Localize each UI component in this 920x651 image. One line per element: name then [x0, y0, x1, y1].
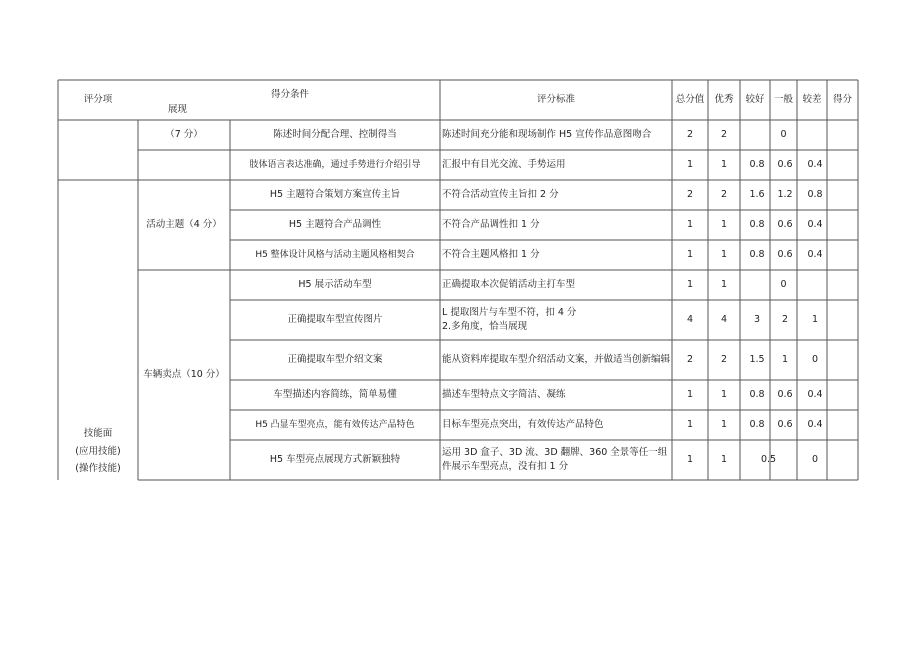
cell-excellent: 1: [720, 419, 728, 430]
cell-condition: H5 主题符合策划方案宣传主旨: [269, 189, 401, 200]
cell-average: 0: [780, 129, 787, 140]
cell-standard: 正确提取本次促销活动主打车型: [442, 279, 576, 290]
cell-standard: 汇报中有目光交流、手势运用: [442, 159, 566, 170]
cell-average: 0.6: [777, 249, 793, 260]
category-skill-line2: (应用技能): [75, 446, 121, 457]
cell-excellent: 1: [720, 454, 728, 465]
cell-good: 1.6: [749, 189, 765, 200]
cell-average: 1: [781, 354, 789, 365]
category-skill-line3: (操作技能): [75, 463, 121, 474]
cell-condition: H5 凸显车型亮点，能有效传达产品特色: [255, 420, 415, 430]
cell-poor: 0: [811, 354, 819, 365]
group-selling: 车辆卖点（10 分）: [143, 369, 225, 380]
header-average: 一般: [773, 94, 793, 105]
cell-condition: 陈述时间分配合理、控制得当: [273, 129, 397, 140]
cell-total: 2: [686, 189, 694, 200]
cell-excellent: 4: [720, 314, 728, 325]
cell-poor: 0.4: [807, 389, 823, 400]
cell-good: 0.8: [749, 249, 765, 260]
cell-standard: 运用 3D 盒子、3D 流、3D 翻牌、360 全景等任一组件展示车型亮点，没有扣 1 分: [442, 447, 668, 472]
cell-poor: 0: [811, 454, 819, 465]
cell-standard: 不符合产品调性扣 1 分: [442, 219, 540, 230]
cell-good: 0.8: [749, 419, 765, 430]
header-condition-sub: 展现: [168, 104, 188, 115]
cell-total: 1: [686, 419, 694, 430]
cell-good: 0.8: [749, 389, 765, 400]
group-theme: 活动主题（4 分）: [146, 219, 222, 230]
cell-total: 1: [686, 249, 694, 260]
cell-average: 0.6: [777, 219, 793, 230]
header-good: 较好: [745, 94, 765, 105]
category-skill-line1: 技能面: [83, 428, 113, 439]
cell-condition: 正确提取车型介绍文案: [287, 354, 383, 365]
cell-standard: 能从资料库提取车型介绍活动文案，并做适当创新编辑: [442, 354, 671, 365]
cell-standard: 目标车型亮点突出，有效传达产品特色: [442, 419, 604, 430]
cell-condition: H5 整体设计风格与活动主题风格相契合: [255, 250, 415, 260]
cell-excellent: 2: [720, 354, 728, 365]
cell-standard: 描述车型特点文字简洁、凝练: [442, 389, 566, 400]
cell-excellent: 1: [720, 219, 728, 230]
header-excellent: 优秀: [714, 94, 734, 105]
group-present: （7 分）: [165, 129, 203, 140]
cell-standard: L 提取图片与车型不符，扣 4 分 2.多角度，恰当展现: [442, 307, 577, 332]
cell-condition: H5 主题符合产品调性: [288, 219, 382, 230]
cell-total: 2: [686, 354, 694, 365]
header-total: 总分值: [675, 94, 705, 105]
cell-poor: 0.8: [807, 189, 823, 200]
cell-condition: 车型描述内容简练，简单易懂: [273, 389, 397, 400]
cell-average: 0: [780, 279, 787, 290]
cell-good: 0.8: [749, 219, 765, 230]
cell-total: 1: [686, 159, 694, 170]
cell-average: 0.6: [777, 159, 793, 170]
cell-condition: 正确提取车型宣传图片: [287, 314, 383, 325]
cell-condition: H5 展示活动车型: [298, 279, 372, 290]
cell-good: 1.5: [749, 354, 765, 365]
header-score: 得分: [832, 94, 852, 105]
cell-average: 0.6: [777, 419, 793, 430]
cell-total: 1: [686, 454, 694, 465]
cell-condition: H5 车型亮点展现方式新颖独特: [269, 454, 401, 465]
cell-poor: 0.4: [807, 419, 823, 430]
cell-standard: 不符合活动宣传主旨扣 2 分: [442, 189, 559, 200]
cell-good: 0.5: [760, 454, 777, 465]
cell-total: 1: [686, 219, 694, 230]
header-condition: 得分条件: [270, 89, 309, 100]
cell-poor: 0.4: [807, 249, 823, 260]
cell-excellent: 2: [720, 189, 728, 200]
cell-excellent: 1: [720, 389, 728, 400]
cell-standard: 陈述时间充分能和现场制作 H5 宣传作品意图吻合: [442, 129, 652, 140]
cell-total: 4: [686, 314, 694, 325]
cell-condition: 肢体语言表达准确，通过手势进行介绍引导: [249, 160, 421, 170]
cell-average: 1.2: [777, 189, 793, 200]
cell-excellent: 1: [720, 279, 728, 290]
cell-total: 1: [686, 279, 694, 290]
cell-excellent: 1: [720, 249, 728, 260]
cell-excellent: 2: [720, 129, 728, 140]
cell-average: 0.6: [777, 389, 793, 400]
cell-average: 2: [781, 314, 789, 325]
header-standard: 评分标准: [536, 94, 575, 105]
header-poor: 较差: [802, 94, 822, 105]
cell-total: 1: [686, 389, 694, 400]
cell-poor: 0.4: [807, 219, 823, 230]
header-item: 评分项: [83, 94, 113, 105]
cell-excellent: 1: [720, 159, 728, 170]
cell-good: 3: [753, 314, 761, 325]
cell-poor: 1: [811, 314, 819, 325]
cell-standard: 不符合主题风格扣 1 分: [442, 249, 540, 260]
cell-good: 0.8: [749, 159, 765, 170]
cell-poor: 0.4: [807, 159, 823, 170]
cell-total: 2: [686, 129, 694, 140]
